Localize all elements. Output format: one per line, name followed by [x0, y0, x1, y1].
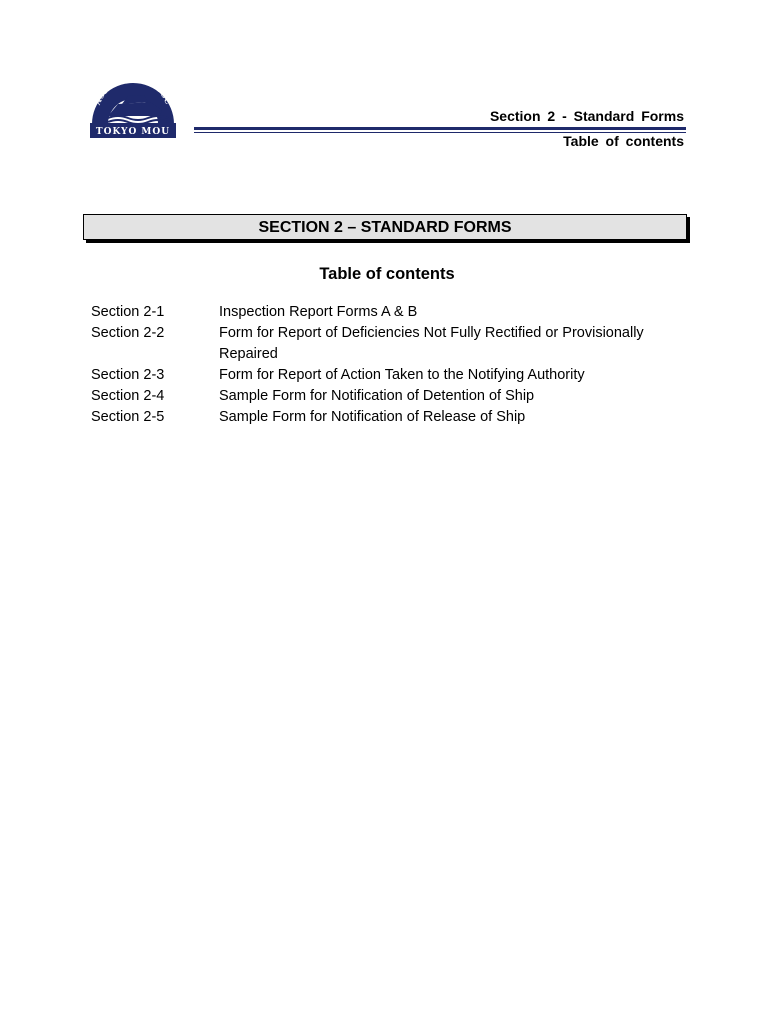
toc-list	[91, 302, 691, 428]
toc-entry-number: Section 2-4	[91, 388, 165, 404]
toc-entry-title: Form for Report of Action Taken to the Notifying Authority	[219, 367, 585, 383]
toc-entry-title: Inspection Report Forms A & B	[219, 304, 418, 320]
toc-entry-number: Section 2-5	[91, 409, 165, 425]
toc-entry-title: Sample Form for Notification of Release of Ship	[219, 409, 526, 425]
toc-entry	[91, 302, 691, 323]
toc-entry	[91, 407, 691, 428]
toc-entry	[91, 323, 691, 365]
toc-entry-title: Sample Form for Notification of Detention of Ship	[219, 388, 535, 404]
section-title-box	[83, 214, 687, 240]
svg-text:ASIA-PACIFIC PSC: ASIA-P IC PSC	[93, 80, 173, 107]
section-title: SECTION 2 – STANDARD FORMS	[258, 219, 512, 236]
header-rule-thick	[194, 127, 686, 130]
toc-heading: Table of contents	[319, 265, 455, 283]
toc-entry	[91, 365, 691, 386]
header-subtitle: Table of contents	[563, 133, 684, 149]
toc-entry-number: Section 2-1	[91, 304, 165, 320]
tokyo-mou-logo	[88, 80, 178, 138]
toc-entry-number: Section 2-3	[91, 367, 165, 383]
svg-text:TOKYO MOU: TOKYO MOU	[95, 127, 171, 137]
toc-entry	[91, 386, 691, 407]
toc-entry-number: Section 2-2	[91, 325, 165, 341]
toc-entry-title: Form for Report of Deficiencies Not Fully Rectified or Provisionally Repaired	[219, 325, 644, 362]
header-title: Section 2 - Standard Forms	[489, 108, 684, 124]
